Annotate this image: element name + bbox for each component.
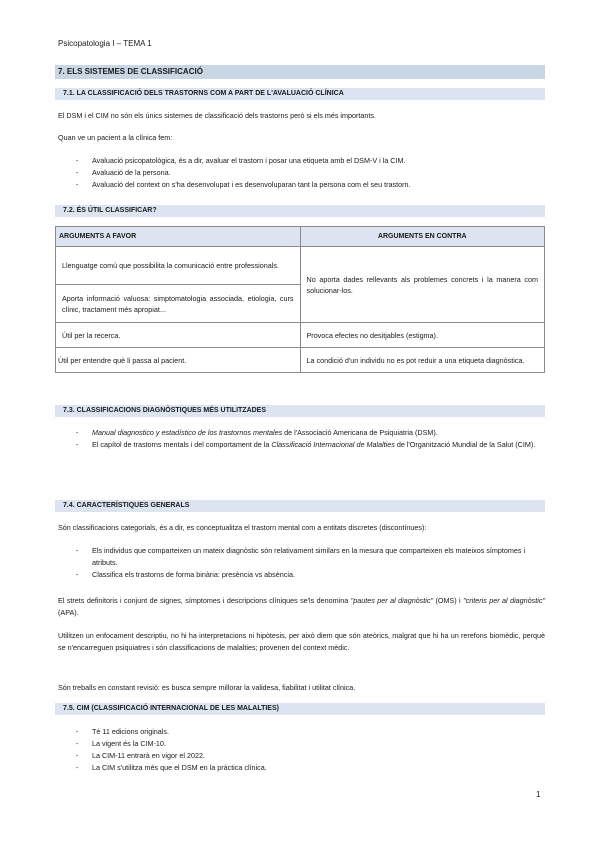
paragraph-text: (OMS) i	[433, 596, 464, 605]
s74-paragraph-3: Utilitzen un enfocament descriptiu, no hi ha interpretacions ni hipòtesis, per això diem que són ateòrics, malgrat que hi ha un rerefons biomèdic, perquè se n'encarreguen psiquiatres i són classificacions de malalties; provenen del context mèdic.	[58, 631, 545, 652]
page-number: 1	[536, 790, 541, 799]
favor-cell: Útil per entendre què li passa al pacient.	[56, 348, 301, 373]
s75-list	[58, 726, 545, 774]
list-item: - Els individus que comparteixen un mateix diagnòstic són relativament similars en la mesura que comparteixen els mateixos símptomes i atributs.	[58, 545, 545, 569]
list-item-text: de l'Organització Mundial de la Salut (CIM).	[394, 440, 536, 449]
list-item: - Classifica els trastorns de forma binària: presència vs absència.	[58, 569, 545, 581]
table-header-contra: ARGUMENTS EN CONTRA	[300, 227, 545, 247]
favor-cell: Útil per la recerca.	[56, 323, 301, 348]
paragraph-text: El strets definitoris i conjunt de signes, símptomes i descripcions clíniques se'ls denomina	[58, 596, 351, 605]
paragraph-text: (APA).	[58, 608, 79, 617]
list-item: - Avaluació de la persona.	[58, 167, 545, 179]
section-7-1-heading: 7.1. LA CLASSIFICACIÓ DELS TRASTORNS COM A PART DE L'AVALUACIÓ CLÍNICA	[55, 88, 545, 100]
list-item-text: de l'Associació Americana de Psiquiatria (DSM).	[282, 428, 438, 437]
s74-paragraph-4: Són treballs en constant revisió: es busca sempre millorar la validesa, fiabilitat i utilitat clínica.	[58, 683, 356, 692]
contra-cell: La condició d'un individu no es pot reduir a una etiqueta diagnòstica.	[300, 348, 545, 373]
list-item: - Avaluació psicopatològica, és a dir, avaluar el trastorn i posar una etiqueta amb el DSM-V i la CIM.	[58, 155, 545, 167]
list-item	[58, 427, 545, 439]
s73-list	[58, 427, 545, 451]
apa-term: "criteris per al diagnòstic"	[463, 596, 546, 605]
list-item	[58, 439, 545, 451]
section-7-3-heading: 7.3. CLASSIFICACIONS DIAGNÒSTIQUES MÉS UTILITZADES	[55, 405, 545, 417]
list-item: - La CIM s'utilitza més que el DSM en la pràctica clínica.	[58, 762, 545, 774]
list-item: - La vigent és la CIM-10.	[58, 738, 545, 750]
s71-paragraph-2: Quan ve un pacient a la clínica fem:	[58, 133, 173, 142]
list-item: - La CIM-11 entrarà en vigor el 2022.	[58, 750, 545, 762]
s74-list	[58, 545, 545, 581]
running-header: Psicopatologia I – TEMA 1	[58, 39, 152, 48]
section-7-4-heading: 7.4. CARACTERÍSTIQUES GENERALS	[55, 500, 545, 512]
list-item: - Avaluació del context on s'ha desenvolupat i es desenvoluparan tant la persona com el seu trastorn.	[58, 179, 545, 191]
list-item-text: El capítol de trastorns mentals i del comportament de la	[92, 440, 272, 449]
oms-term: "pautes per al diagnòstic"	[350, 596, 434, 605]
table-header-favor: ARGUMENTS A FAVOR	[56, 227, 301, 247]
section-7-5-heading: 7.5. CIM (CLASSIFICACIÓ INTERNACIONAL DE LES MALALTIES)	[55, 703, 545, 715]
s74-paragraph-2	[58, 595, 545, 619]
favor-cell: Llenguatge comú que possibilita la comunicació entre professionals.	[56, 247, 301, 285]
contra-cell: No aporta dades rellevants als problemes concrets i la manera com solucionar-los.	[300, 247, 545, 323]
cim-title: Classificació Internacional de Malalties	[271, 440, 395, 449]
list-item: - Té 11 edicions originals.	[58, 726, 545, 738]
section-7-heading: 7. ELS SISTEMES DE CLASSIFICACIÓ	[55, 65, 545, 79]
s71-paragraph-1: El DSM i el CIM no són els únics sistemes de classificació dels trastorns però si els més importants.	[58, 111, 376, 120]
s74-paragraph-1: Són classificacions categorials, és a dir, es conceptualitza el trastorn mental com a entitats discretes (discontínues):	[58, 523, 427, 532]
contra-cell: Provoca efectes no desitjables (estigma).	[300, 323, 545, 348]
section-7-2-heading: 7.2. ÉS ÚTIL CLASSIFICAR?	[55, 205, 545, 217]
favor-cell: Aporta informació valuosa: simptomatologia associada, etiologia, curs clínic, tractament més apropiat...	[56, 285, 301, 323]
s71-list	[58, 155, 545, 191]
dsm-title: Manual diagnostico y estadístico de los trastornos mentales	[92, 428, 283, 437]
arguments-table	[55, 226, 545, 373]
